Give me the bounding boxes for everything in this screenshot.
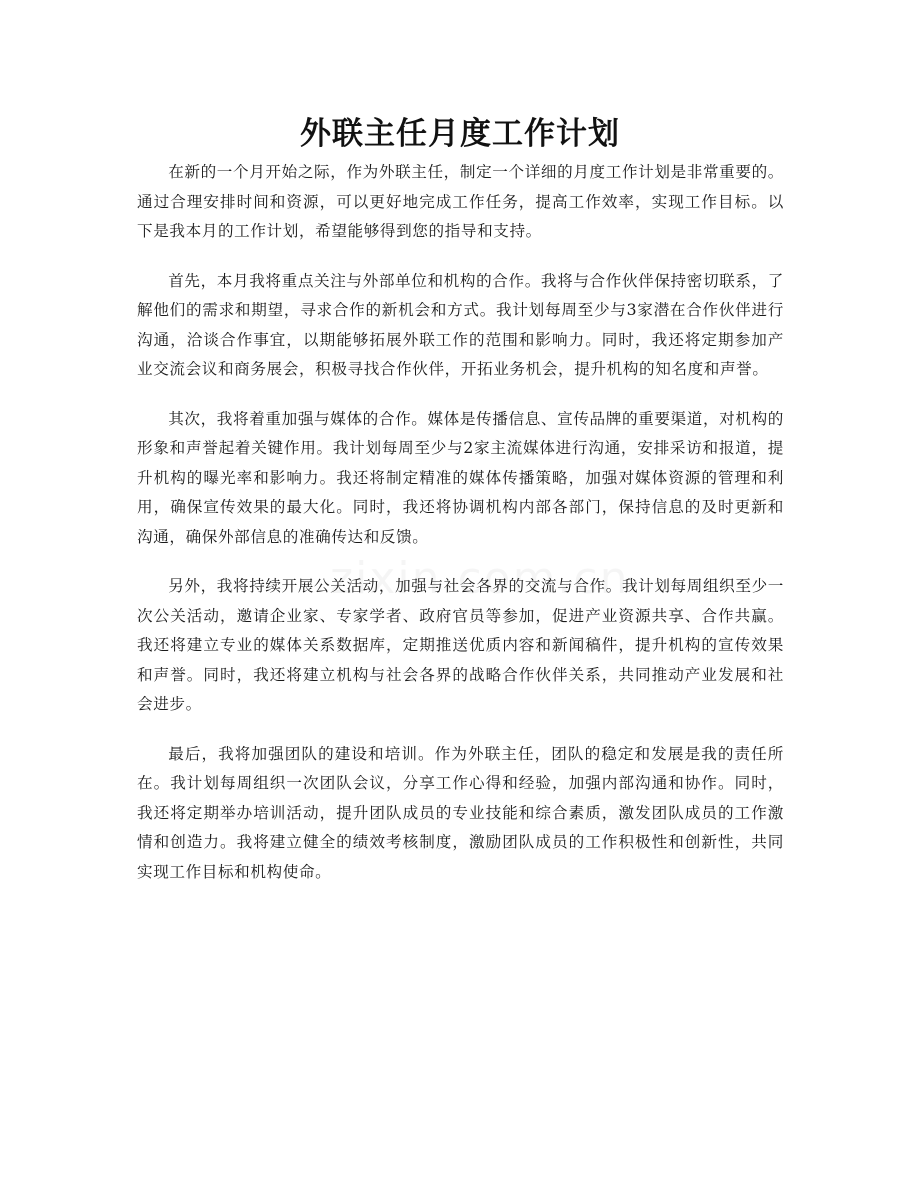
paragraph-team: 最后，我将加强团队的建设和培训。作为外联主任，团队的稳定和发展是我的责任所在。我计划每周组织一次团队会议，分享工作心得和经验，加强内部沟通和协作。同时，我还将定期举办培训活动，提升团队成员的专业技能和综合素质，激发团队成员的工作激情和创造力。我将建立健全的绩效考核制度，激励团队成员的工作积极性和创新性，共同实现工作目标和机构使命。	[137, 744, 784, 881]
document-title: 外联主任月度工作计划	[300, 116, 620, 152]
paragraph-intro: 在新的一个月开始之际，作为外联主任，制定一个详细的月度工作计划是非常重要的。通过合理安排时间和资源，可以更好地完成工作任务，提高工作效率，实现工作目标。以下是我本月的工作计划，希望能够得到您的指导和支持。	[137, 163, 784, 240]
paragraph-pr-activities: 另外，我将持续开展公关活动，加强与社会各界的交流与合作。我计划每周组织至少一次公关活动，邀请企业家、专家学者、政府官员等参加，促进产业资源共享、合作共赢。我还将建立专业的媒体关系数据库，定期推送优质内容和新闻稿件，提升机构的宣传效果和声誉。同时，我还将建立机构与社会各界的战略合作伙伴关系，共同推动产业发展和社会进步。	[137, 577, 784, 713]
paragraph-partners: 首先，本月我将重点关注与外部单位和机构的合作。我将与合作伙伴保持密切联系，了解他们的需求和期望，寻求合作的新机会和方式。我计划每周至少与3家潜在合作伙伴进行沟通，洽谈合作事宜，以期能够拓展外联工作的范围和影响力。同时，我还将定期参加产业交流会议和商务展会，积极寻找合作伙伴，开拓业务机会，提升机构的知名度和声誉。	[137, 271, 784, 378]
paragraph-media: 其次，我将着重加强与媒体的合作。媒体是传播信息、宣传品牌的重要渠道，对机构的形象和声誉起着关键作用。我计划每周至少与2家主流媒体进行沟通，安排采访和报道，提升机构的曝光率和影响力。我还将制定精准的媒体传播策略，加强对媒体资源的管理和利用，确保宣传效果的最大化。同时，我还将协调机构内部各部门，保持信息的及时更新和沟通，确保外部信息的准确传达和反馈。	[137, 409, 784, 546]
document-body	[137, 158, 784, 907]
